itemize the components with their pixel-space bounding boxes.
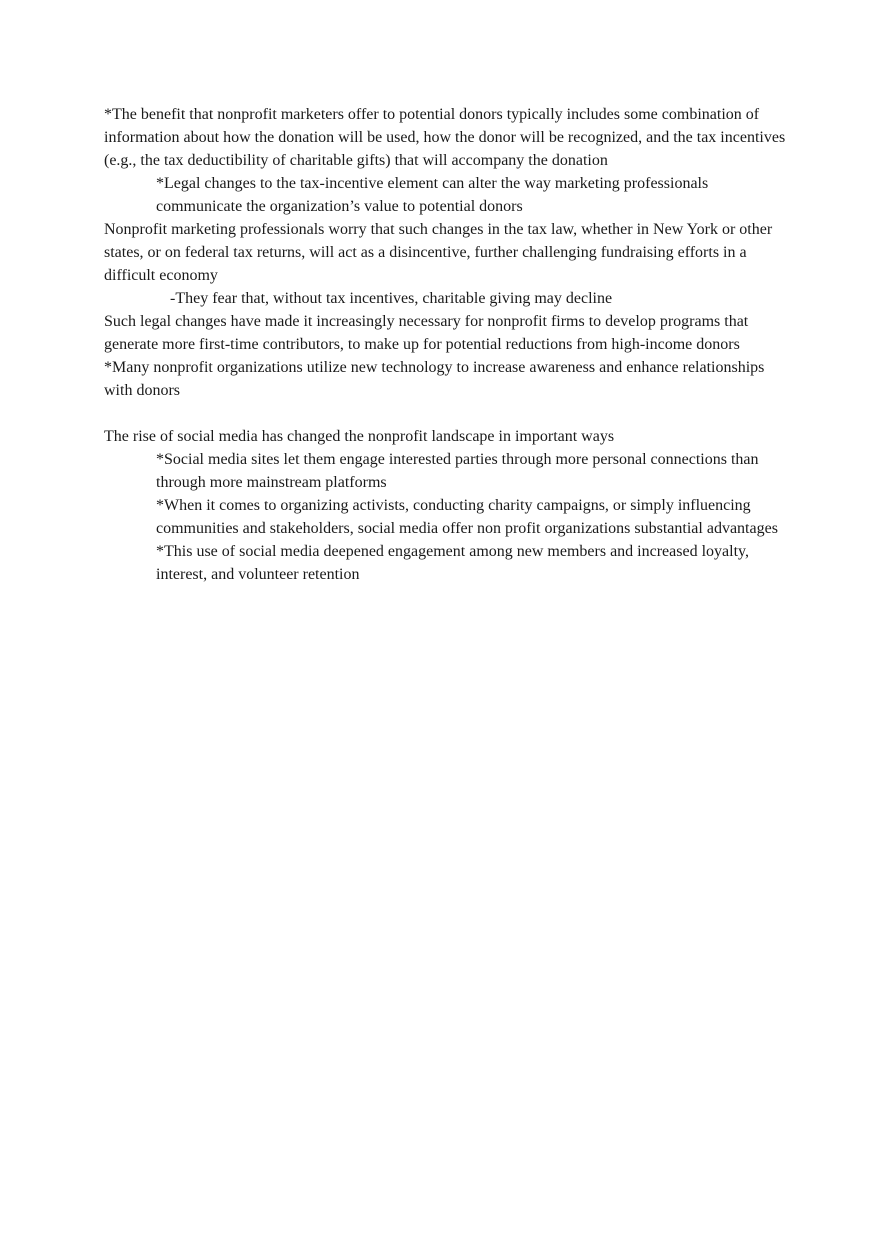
paragraph-spacer <box>104 402 794 425</box>
paragraph-tax-law-worry: Nonprofit marketing professionals worry that such changes in the tax law, whether in New York or other states, or on federal tax returns, will act as a disincentive, further challenging fundraising efforts in a difficult economy <box>104 221 773 284</box>
paragraph-organizing-activists: *When it comes to organizing activists, conducting charity campaigns, or simply influencing communities and stakeholders, social media offer non profit organizations substantial advantages <box>156 497 778 537</box>
paragraph-social-media-rise: The rise of social media has changed the nonprofit landscape in important ways <box>104 428 615 445</box>
paragraph-donor-benefit: *The benefit that nonprofit marketers offer to potential donors typically includes some combination of information about how the donation will be used, how the donor will be recognized, and the tax incentives (e.g., the tax deductibility of charitable gifts) that will accompany the donation <box>104 106 786 169</box>
paragraph-first-time-contributors: Such legal changes have made it increasingly necessary for nonprofit firms to develop programs that generate more first-time contributors, to make up for potential reductions from high-income donors <box>104 313 749 353</box>
paragraph-personal-connections: *Social media sites let them engage interested parties through more personal connections than through more mainstream platforms <box>156 451 759 491</box>
paragraph-new-technology: *Many nonprofit organizations utilize new technology to increase awareness and enhance relationships with donors <box>104 359 765 399</box>
paragraph-giving-decline: -They fear that, without tax incentives, charitable giving may decline <box>170 290 613 307</box>
paragraph-legal-changes: *Legal changes to the tax-incentive element can alter the way marketing professionals communicate the organization’s value to potential donors <box>156 175 709 215</box>
document-body <box>104 103 794 586</box>
paragraph-deepened-engagement: *This use of social media deepened engagement among new members and increased loyalty, interest, and volunteer retention <box>156 543 749 583</box>
